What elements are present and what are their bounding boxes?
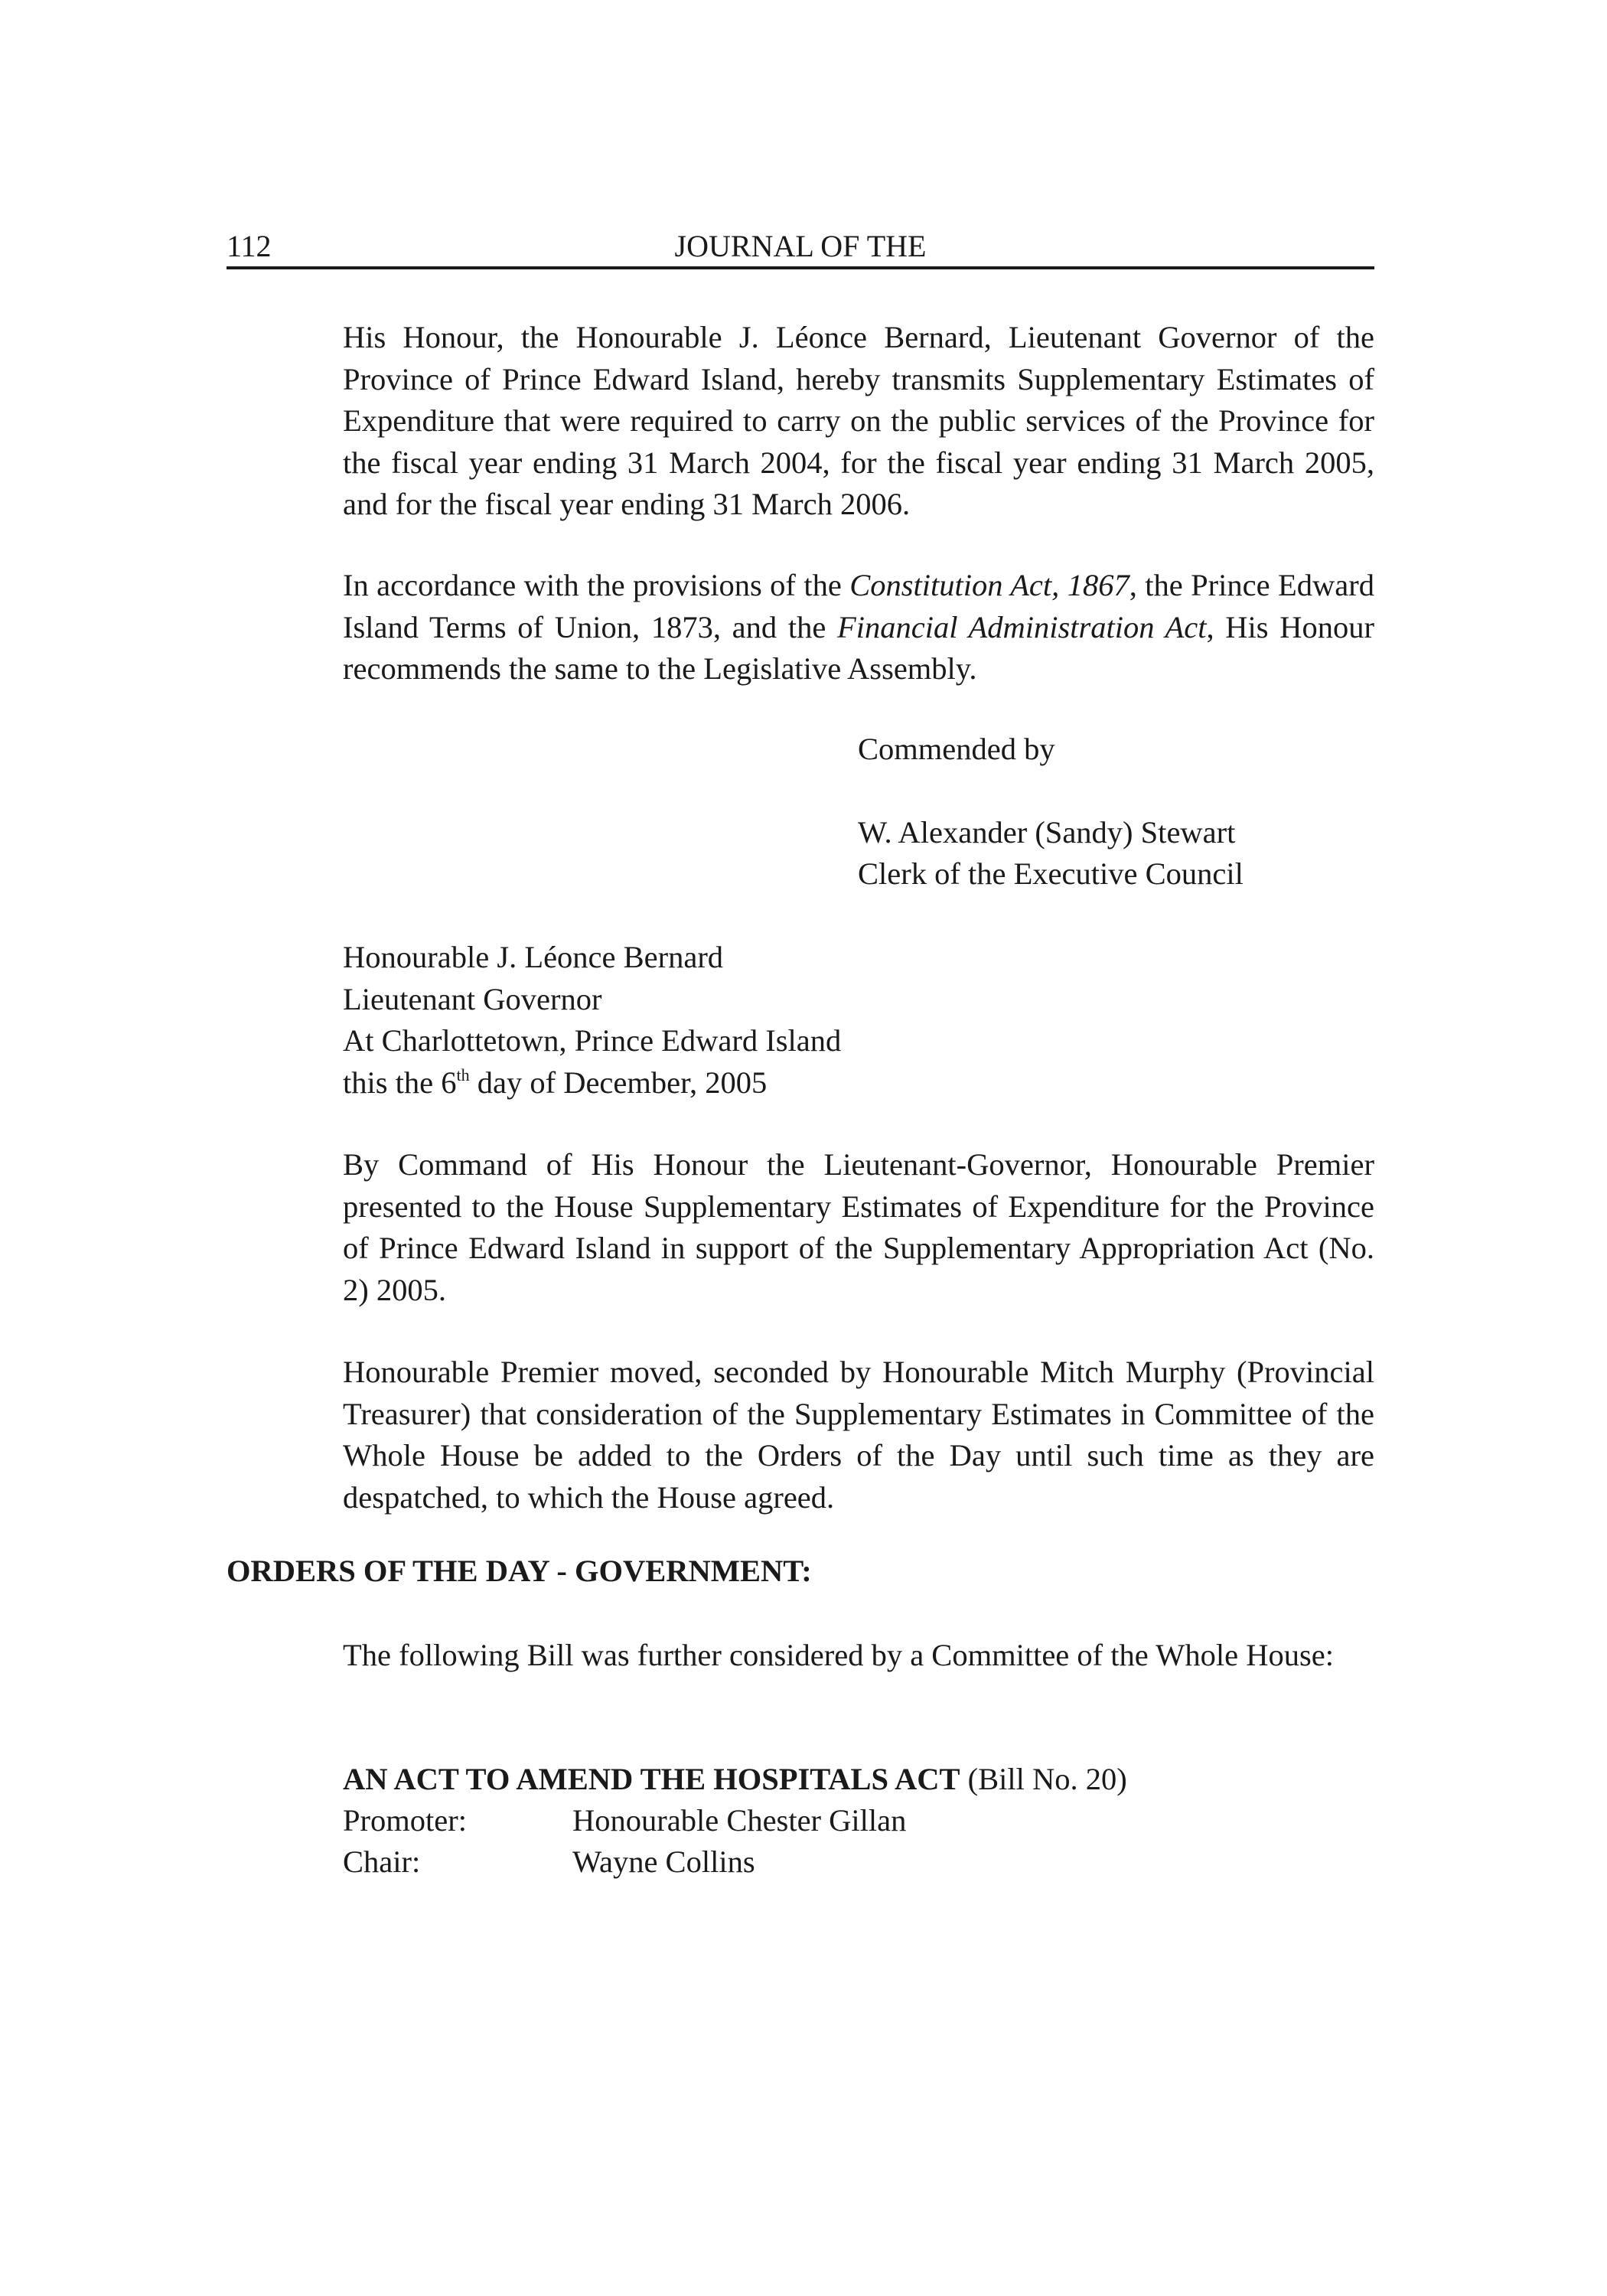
- addressee-block: [343, 937, 841, 1104]
- page-number: 112: [227, 229, 272, 263]
- date-superscript: th: [456, 1065, 470, 1084]
- signatory-name: W. Alexander (Sandy) Stewart: [858, 814, 1236, 850]
- addressee-date: [343, 1062, 841, 1104]
- financial-act-title: Financial Administration Act: [837, 609, 1207, 644]
- constitution-paragraph: [343, 565, 1374, 690]
- bill-title: [343, 1759, 1127, 1800]
- promoter-value: Honourable Chester Gillan: [572, 1803, 907, 1838]
- date-suffix: day of December, 2005: [469, 1065, 768, 1100]
- constitution-text-3: , His Honour recommends the same to the Legislative Assembly.: [343, 609, 1375, 686]
- signatory-title: Clerk of the Executive Council: [858, 856, 1244, 891]
- bill-chair-row: [343, 1841, 755, 1883]
- command-paragraph: By Command of His Honour the Lieutenant-Governor, Honourable Premier presented to the House Supplementary Estimates of Expenditure for the Province of Prince Edward Island in support of the Supplementary Appropriation Act (No. 2) 2005.: [343, 1147, 1374, 1307]
- date-prefix: this the 6: [343, 1065, 457, 1100]
- constitution-act-title: Constitution Act, 1867: [849, 568, 1129, 602]
- page-header: [227, 227, 1374, 269]
- commended-label: Commended by: [858, 732, 1055, 766]
- constitution-text-1: In accordance with the provisions of the: [343, 568, 850, 602]
- constitution-text-2: , the Prince Edward Island Terms of Union, 1873, and the: [343, 568, 1374, 644]
- promoter-label: Promoter:: [343, 1803, 467, 1838]
- running-title: JOURNAL OF THE: [674, 229, 927, 263]
- chair-label: Chair:: [343, 1844, 421, 1879]
- addressee-place: At Charlottetown, Prince Edward Island: [343, 1023, 842, 1058]
- commended-block: [858, 729, 1244, 895]
- chair-value: Wayne Collins: [572, 1844, 755, 1879]
- addressee-title: Lieutenant Governor: [343, 981, 602, 1016]
- bill-intro-paragraph: The following Bill was further considered by a Committee of the Whole House:: [343, 1638, 1334, 1672]
- section-heading: ORDERS OF THE DAY - GOVERNMENT:: [227, 1554, 812, 1588]
- bill-number: (Bill No. 20): [960, 1762, 1127, 1796]
- bill-promoter-row: [343, 1800, 906, 1841]
- motion-paragraph: Honourable Premier moved, seconded by Honourable Mitch Murphy (Provincial Treasurer) that consideration of the Supplementary Estimates in Committee of the Whole House be added to the Orders of the Day until such time as they are despatched, to which the House agreed.: [343, 1355, 1374, 1515]
- addressee-name: Honourable J. Léonce Bernard: [343, 940, 724, 974]
- transmittal-paragraph: His Honour, the Honourable J. Léonce Bernard, Lieutenant Governor of the Province of Prince Edward Island, hereby transmits Supplementary Estimates of Expenditure that were required to carry on the public services of the Province for the fiscal year ending 31 March 2004, for the fiscal year ending 31 March 2005, and for the fiscal year ending 31 March 2006.: [343, 320, 1374, 521]
- bill-name: AN ACT TO AMEND THE HOSPITALS ACT: [343, 1762, 960, 1796]
